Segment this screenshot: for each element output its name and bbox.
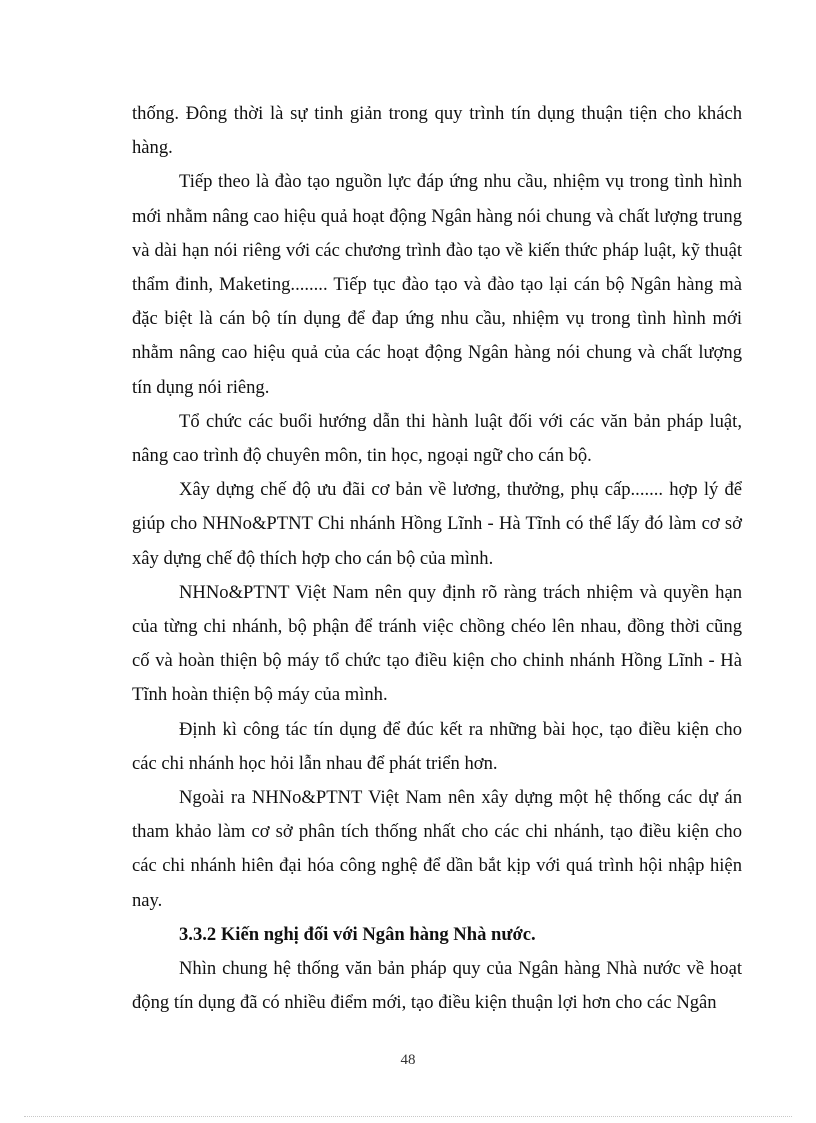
page-bottom-divider <box>24 1116 792 1117</box>
paragraph-state-bank: Nhìn chung hệ thống văn bản pháp quy của Ngân hàng Nhà nước về hoạt động tín dụng đã có nhiều điểm mới, tạo điều kiện thuận lợi hơn cho các Ngân <box>132 958 742 1014</box>
page-body <box>132 97 742 1020</box>
paragraph-incentives: Xây dựng chế độ ưu đãi cơ bản về lương, thưởng, phụ cấp....... hợp lý để giúp cho NHNo&PTNT Chi nhánh Hồng Lĩnh - Hà Tĩnh có thể lấy đó làm cơ sở xây dựng chế độ thích hợp cho cán bộ của mình. <box>132 479 742 569</box>
paragraph-legal-guidance: Tổ chức các buổi hướng dẫn thi hành luật đối với các văn bản pháp luật, nâng cao trình độ chuyên môn, tin học, ngoại ngữ cho cán bộ. <box>132 410 742 467</box>
section-heading: 3.3.2 Kiến nghị đối với Ngân hàng Nhà nước. <box>179 923 536 945</box>
paragraph-training: Tiếp theo là đào tạo nguồn lực đáp ứng nhu cầu, nhiệm vụ trong tình hình mới nhằm nâng cao hiệu quả hoạt động Ngân hàng nói chung và chất lượng trung và dài hạn nói riêng với các chương trình đào tạo về kiến thức pháp luật, kỹ thuật thẩm đinh, Maketing........ Tiếp tục đào tạo và đào tạo lại cán bộ Ngân hàng mà đặc biệt là cán bộ tín dụng để đap ứng nhu cầu, nhiệm vụ trong tình hình mới nhằm nâng cao hiệu quả của các hoạt động Ngân hàng nói chung và chất lượng tín dụng nói riêng. <box>132 171 742 398</box>
paragraph-continuation: thống. Đông thời là sự tinh giản trong quy trình tín dụng thuận tiện cho khách hàng. <box>132 103 742 159</box>
paragraph-periodic-review: Định kì công tác tín dụng để đúc kết ra những bài học, tạo điều kiện cho các chi nhánh học hỏi lẫn nhau để phát triển hơn. <box>132 718 742 774</box>
paragraph-responsibilities: NHNo&PTNT Việt Nam nên quy định rõ ràng trách nhiệm và quyền hạn của từng chi nhánh, bộ phận để tránh việc chồng chéo lên nhau, đồng thời cũng cố và hoàn thiện bộ máy tổ chức tạo điều kiện cho chinh nhánh Hồng Lĩnh - Hà Tĩnh hoàn thiện bộ máy của mình. <box>132 581 742 706</box>
page-number: 48 <box>400 1052 416 1068</box>
paragraph-reference-projects: Ngoài ra NHNo&PTNT Việt Nam nên xây dựng một hệ thống các dự án tham khảo làm cơ sở phân tích thống nhất cho các chi nhánh, tạo điều kiện cho các chi nhánh hiên đại hóa công nghệ để dần bắt kịp với quá trình hội nhập hiện nay. <box>132 787 742 911</box>
